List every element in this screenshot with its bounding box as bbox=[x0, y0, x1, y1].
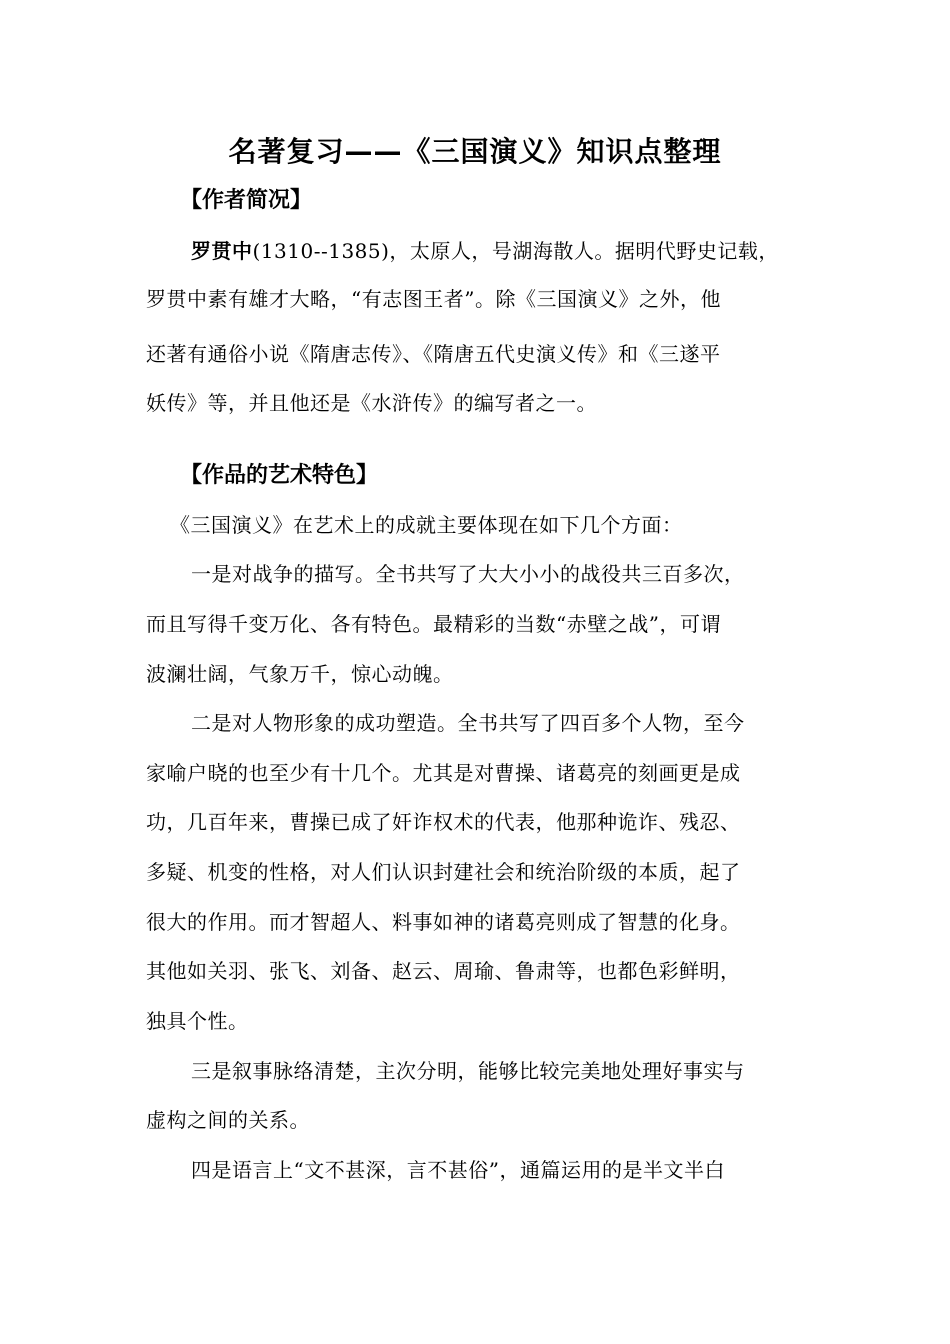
art-paragraph-line: 其他如关羽、张飞、刘备、赵云、周瑜、鲁肃等，也都色彩鲜明， bbox=[146, 959, 741, 983]
author-paragraph-line bbox=[191, 236, 779, 266]
section-heading-art: 【作品的艺术特色】 bbox=[180, 463, 379, 488]
art-paragraph-line: 功，几百年来，曹操已成了奸诈权术的代表，他那种诡诈、残忍、 bbox=[146, 810, 741, 834]
art-intro: 《三国演义》在艺术上的成就主要体现在如下几个方面： bbox=[170, 513, 683, 537]
art-paragraph-line: 独具个性。 bbox=[146, 1009, 249, 1033]
art-paragraph-line: 而且写得千变万化、各有特色。最精彩的当数“赤壁之战”，可谓 bbox=[146, 612, 721, 636]
art-paragraph-line: 四是语言上“文不甚深，言不甚俗”，通篇运用的是半文半白 bbox=[191, 1158, 725, 1182]
art-paragraph-line: 波澜壮阔，气象万千，惊心动魄。 bbox=[146, 662, 454, 686]
author-paragraph-line: 妖传》等，并且他还是《水浒传》的编写者之一。 bbox=[146, 391, 597, 415]
art-paragraph-line: 二是对人物形象的成功塑造。全书共写了四百多个人物，至今 bbox=[191, 711, 745, 735]
author-paragraph-line: 还著有通俗小说《隋唐志传》、《隋唐五代史演义传》和《三遂平 bbox=[146, 342, 721, 366]
art-paragraph-line: 虚构之间的关系。 bbox=[146, 1108, 310, 1132]
section-heading-author: 【作者简况】 bbox=[180, 188, 313, 213]
art-paragraph-line: 一是对战争的描写。全书共写了大大小小的战役共三百多次， bbox=[191, 562, 745, 586]
art-paragraph-line: 家喻户晓的也至少有十几个。尤其是对曹操、诸葛亮的刻画更是成 bbox=[146, 761, 741, 785]
page-title: 名著复习——《三国演义》知识点整理 bbox=[228, 135, 722, 168]
art-paragraph-line: 多疑、机变的性格，对人们认识封建社会和统治阶级的本质，起了 bbox=[146, 860, 741, 884]
art-paragraph-line: 三是叙事脉络清楚，主次分明，能够比较完美地处理好事实与 bbox=[191, 1059, 745, 1083]
author-paragraph-line: 罗贯中素有雄才大略，“有志图王者”。除《三国演义》之外，他 bbox=[146, 287, 721, 311]
author-name: 罗贯中 bbox=[191, 239, 253, 263]
art-paragraph-line: 很大的作用。而才智超人、料事如神的诸葛亮则成了智慧的化身。 bbox=[146, 910, 741, 934]
author-text: (1310--1385)，太原人，号湖海散人。据明代野史记载， bbox=[252, 239, 779, 263]
